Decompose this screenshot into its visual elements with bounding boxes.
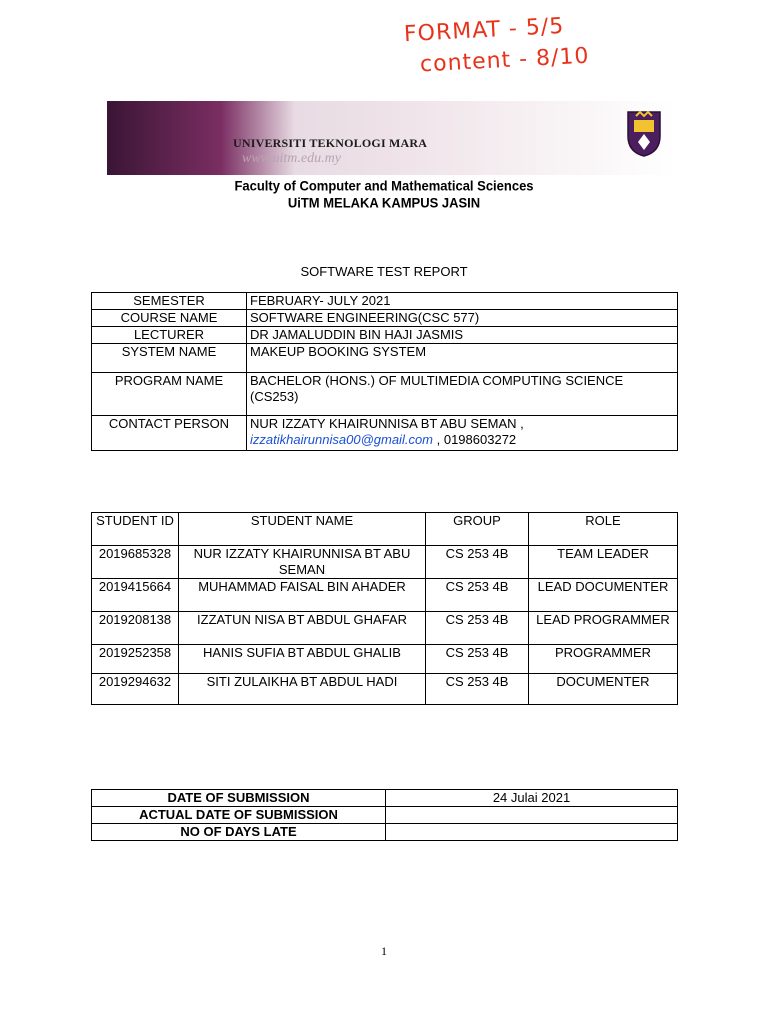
lecturer-label: LECTURER <box>92 327 247 344</box>
system-label: SYSTEM NAME <box>92 344 247 373</box>
table-row <box>92 310 678 327</box>
table-row <box>92 807 678 824</box>
contact-label: CONTACT PERSON <box>92 416 247 451</box>
semester-value: FEBRUARY- JULY 2021 <box>247 293 678 310</box>
student-group: CS 253 4B <box>426 579 529 612</box>
faculty-name: Faculty of Computer and Mathematical Sciences <box>234 177 534 194</box>
uitm-crest-logo <box>626 110 662 158</box>
header-role: ROLE <box>529 513 678 546</box>
program-label: PROGRAM NAME <box>92 373 247 416</box>
student-role: TEAM LEADER <box>529 546 678 579</box>
table-row <box>92 674 678 705</box>
submission-date-label: DATE OF SUBMISSION <box>92 790 386 807</box>
student-group: CS 253 4B <box>426 612 529 645</box>
page-number: 1 <box>381 944 387 958</box>
grade-annotation-content: content - 8/10 <box>419 43 591 78</box>
header-student-id: STUDENT ID <box>92 513 179 546</box>
student-name: SITI ZULAIKHA BT ABDUL HADI <box>179 674 426 705</box>
table-row <box>92 344 678 373</box>
contact-phone: , 0198603272 <box>436 432 517 447</box>
student-role: PROGRAMMER <box>529 645 678 674</box>
header-student-name: STUDENT NAME <box>179 513 426 546</box>
table-row <box>92 546 678 579</box>
course-info-table <box>91 292 678 451</box>
student-id: 2019685328 <box>92 546 179 579</box>
days-late-value <box>386 824 678 841</box>
table-row <box>92 327 678 344</box>
submission-date-value: 24 Julai 2021 <box>386 790 678 807</box>
semester-label: SEMESTER <box>92 293 247 310</box>
actual-submission-value <box>386 807 678 824</box>
university-banner <box>107 101 677 175</box>
table-row <box>92 579 678 612</box>
contact-email-link[interactable]: izzatikhairunnisa00@gmail.com <box>250 432 433 447</box>
student-name: MUHAMMAD FAISAL BIN AHADER <box>179 579 426 612</box>
header-group: GROUP <box>426 513 529 546</box>
program-value: BACHELOR (HONS.) OF MULTIMEDIA COMPUTING SCIENCE (CS253) <box>247 373 678 416</box>
university-url: www.uitm.edu.my <box>242 151 341 166</box>
student-name: HANIS SUFIA BT ABDUL GHALIB <box>179 645 426 674</box>
lecturer-value: DR JAMALUDDIN BIN HAJI JASMIS <box>247 327 678 344</box>
contact-name: NUR IZZATY KHAIRUNNISA BT ABU SEMAN , <box>250 416 524 431</box>
table-row <box>92 645 678 674</box>
report-title: SOFTWARE TEST REPORT <box>300 264 468 279</box>
student-group: CS 253 4B <box>426 546 529 579</box>
table-row <box>92 612 678 645</box>
contact-value <box>247 416 678 451</box>
student-id: 2019252358 <box>92 645 179 674</box>
student-group: CS 253 4B <box>426 645 529 674</box>
student-role: LEAD PROGRAMMER <box>529 612 678 645</box>
student-role: DOCUMENTER <box>529 674 678 705</box>
table-header-row <box>92 513 678 546</box>
student-name: NUR IZZATY KHAIRUNNISA BT ABU SEMAN <box>179 546 426 579</box>
student-role: LEAD DOCUMENTER <box>529 579 678 612</box>
student-table <box>91 512 678 705</box>
actual-submission-label: ACTUAL DATE OF SUBMISSION <box>92 807 386 824</box>
campus-name: UiTM MELAKA KAMPUS JASIN <box>287 194 481 211</box>
grade-annotation-format: FORMAT - 5/5 <box>403 13 565 48</box>
table-row <box>92 293 678 310</box>
student-id: 2019294632 <box>92 674 179 705</box>
submission-table <box>91 789 678 841</box>
student-group: CS 253 4B <box>426 674 529 705</box>
system-value: MAKEUP BOOKING SYSTEM <box>247 344 678 373</box>
table-row <box>92 416 678 451</box>
university-name: UNIVERSITI TEKNOLOGI MARA <box>233 136 428 150</box>
table-row <box>92 790 678 807</box>
course-value: SOFTWARE ENGINEERING(CSC 577) <box>247 310 678 327</box>
student-id: 2019415664 <box>92 579 179 612</box>
student-name: IZZATUN NISA BT ABDUL GHAFAR <box>179 612 426 645</box>
table-row <box>92 373 678 416</box>
table-row <box>92 824 678 841</box>
student-id: 2019208138 <box>92 612 179 645</box>
course-label: COURSE NAME <box>92 310 247 327</box>
days-late-label: NO OF DAYS LATE <box>92 824 386 841</box>
